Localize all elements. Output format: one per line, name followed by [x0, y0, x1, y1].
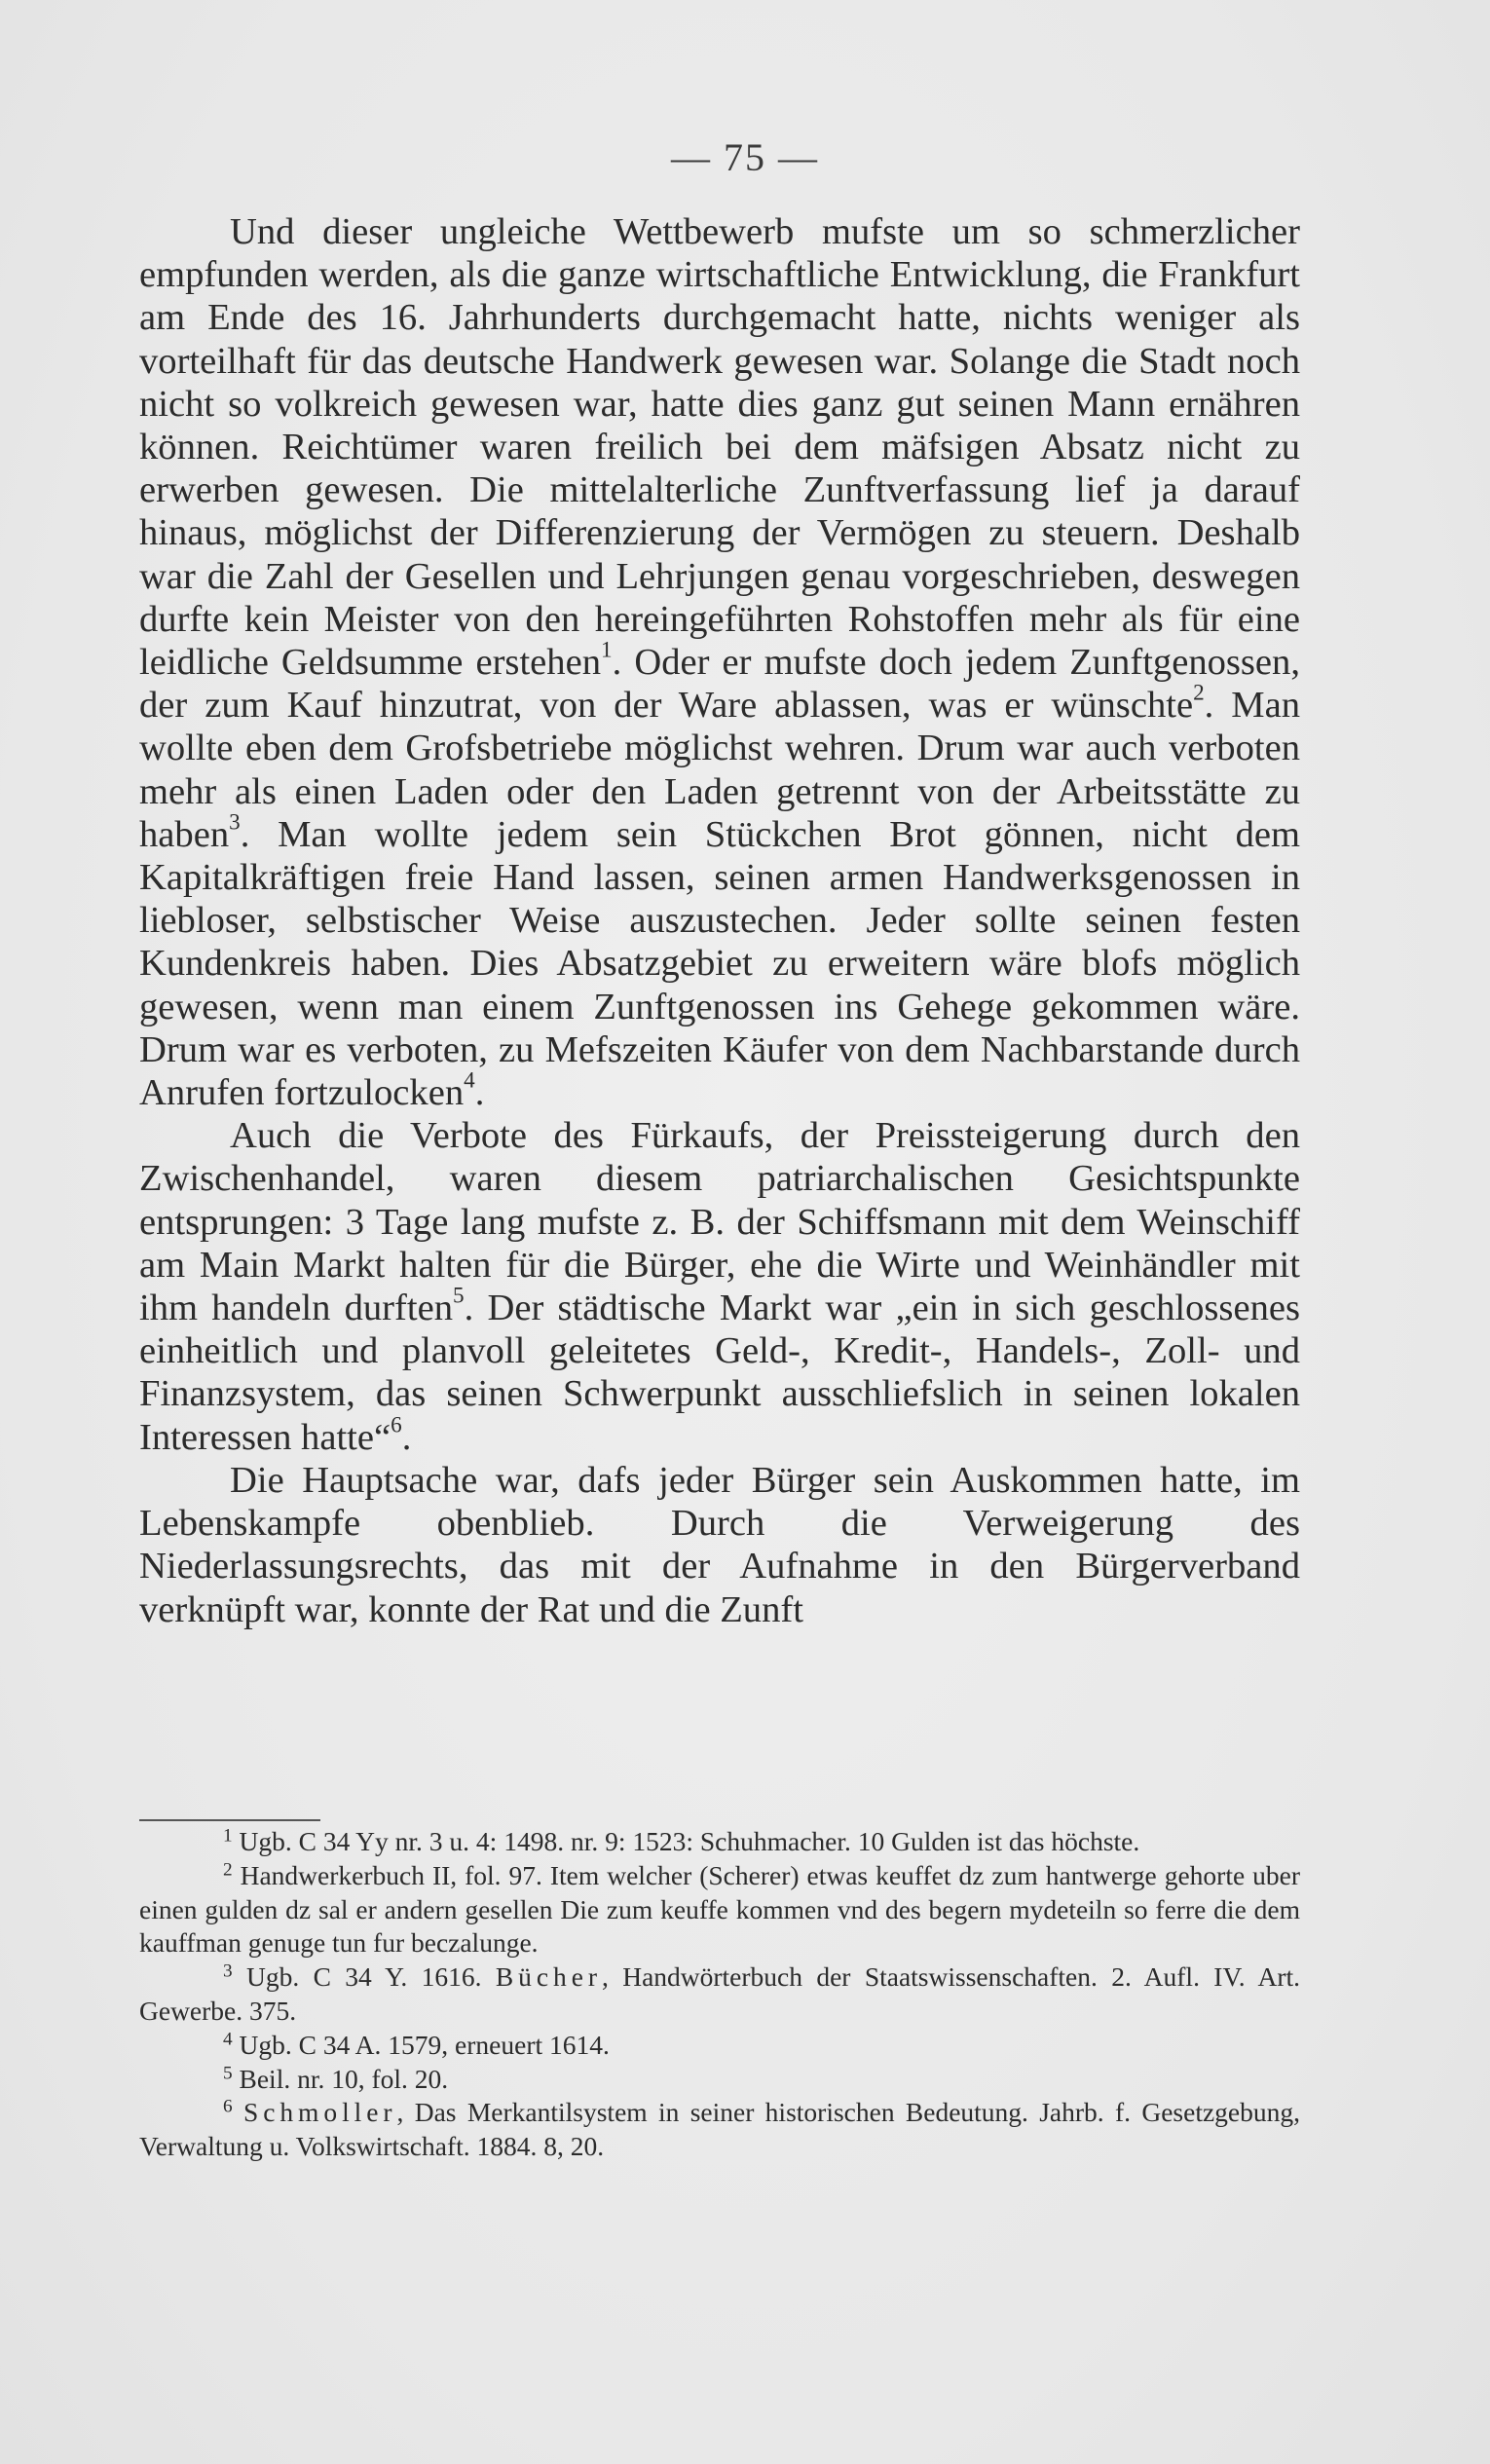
text-run: Und dieser ungleiche Wettbewerb mufste um so schmerzlicher empfunden werden, als die ganze wirtschaftliche Entwicklung, die Frankfurt am Ende des 16. Jahrhunderts durchgemacht hatte, nichts weniger als vorteilhaft für das deutsche Handwerk gewesen war. Solange die Stadt noch nicht so volkreich gewesen war, hatte dies ganz gut seinen Mann ernähren können. Reichtümer waren freilich bei dem mäfsigen Absatz nicht zu erwerben gewesen. Die mittelalterliche Zunftverfassung lief ja darauf hinaus, möglichst der Differenzierung der Vermögen zu steuern. Deshalb war die Zahl der Gesellen und Lehrjungen genau vorgeschrieben, deswegen durfte kein Meister von den hereingeführten Rohstoffen mehr als für eine leidliche Geldsumme erstehen — [139, 211, 1300, 684]
footnote-number: 6 — [223, 2096, 233, 2117]
footnote-number: 4 — [223, 2029, 233, 2050]
footnote — [139, 1825, 1300, 1859]
text-run: . Oder er mufste doch jedem Zunftgenossen, der zum Kauf hinzutrat, von der Ware ablassen, was er wünschte — [139, 642, 1300, 727]
footnote-text: Handwerkerbuch II, fol. 97. Item welcher (Scherer) etwas keuffet dz zum hantwerge gehorte uber einen gulden dz sal er andern gesellen Die zum keuffe kommen vnd des begern mydeteiln so ferre die dem kauffman genuge tun fur beczalunge. — [139, 1859, 1301, 1959]
text-run: Auch die Verbote des Fürkaufs, der Preissteigerung durch den Zwischenhandel, waren diesem patriarchalischen Gesichtspunkte entsprungen: 3 Tage lang mufste z. B. der Schiffsmann mit dem Weinschiff am Main Markt halten für die Bürger, ehe die Wirte und Weinhändler mit ihm handeln durften — [139, 1115, 1300, 1329]
footnote-text: Ugb. C 34 A. 1579, erneuert 1614. — [239, 2029, 610, 2060]
text-run: . Man wollte jedem sein Stückchen Brot gönnen, nicht dem Kapitalkräftigen freie Hand lassen, seinen armen Handwerksgenossen in liebloser, selbstischer Weise auszustechen. Jeder sollte seinen festen Kundenkreis haben. Dies Absatzgebiet zu erweitern wäre blofs möglich gewesen, wenn man einem Zunftgenossen ins Gehege gekommen wäre. Drum war es verboten, zu Mefszeiten Käufer von dem Nachbarstande durch Anrufen fortzulocken — [139, 813, 1300, 1114]
footnotes — [139, 1825, 1300, 2164]
paragraph — [139, 1114, 1300, 1459]
footnote-number: 2 — [223, 1859, 233, 1881]
body-text — [139, 210, 1300, 1631]
footnote-ref: 2 — [1193, 680, 1205, 706]
footnote-ref: 4 — [464, 1067, 475, 1094]
footnote-text: , Das Merkantilsystem in seiner historischen Bedeutung. Jahrb. f. Gesetzgebung, Verwaltung u. Volkswirtschaft. 1884. 8, 20. — [139, 2097, 1300, 2162]
footnote-number: 1 — [223, 1825, 233, 1847]
footnote — [139, 2029, 1300, 2063]
footnote-text: Beil. nr. 10, fol. 20. — [239, 2063, 449, 2094]
footnote-text: , Handwörterbuch der Staatswissenschaften. 2. Aufl. IV. Art. Gewerbe. 375. — [139, 1961, 1301, 2026]
footnote-divider — [139, 1819, 320, 1821]
author-name: Schmoller — [242, 2097, 397, 2128]
text-run: . — [401, 1416, 412, 1458]
paragraph — [139, 210, 1300, 1114]
footnote — [139, 1859, 1300, 1960]
author-name: Bücher — [495, 1961, 602, 1993]
text-run: . Der städtische Markt war „ein in sich geschlossenes einheitlich und planvoll geleitetes Geld-, Kredit-, Handels-, Zoll- und Finanzsystem, das seinen Schwerpunkt ausschliefslich in seinen lokalen Interessen hatte“ — [139, 1288, 1300, 1458]
footnote — [139, 2096, 1300, 2164]
text-run: Die Hauptsache war, dafs jeder Bürger sein Auskommen hatte, im Lebenskampfe obenblieb. Durch die Verweigerung des Niederlassungsrechts, das mit der Aufnahme in den Bürgerverband verknüpft war, konnte der Rat und die Zunft — [139, 1459, 1300, 1630]
footnote — [139, 2063, 1300, 2097]
paragraph — [139, 1459, 1300, 1631]
footnote-ref: 3 — [229, 809, 241, 836]
footnote — [139, 1960, 1300, 2029]
page-number: — 75 — — [671, 135, 819, 179]
footnote-number: 5 — [223, 2062, 233, 2083]
footnote-number: 3 — [223, 1960, 233, 1982]
footnote-text: Ugb. C 34 Y. 1616. — [245, 1961, 496, 1993]
text-run: . — [474, 1072, 485, 1114]
footnote-ref: 6 — [391, 1412, 402, 1438]
footnote-text: Ugb. C 34 Yy nr. 3 u. 4: 1498. nr. 9: 1523: Schuhmacher. 10 Gulden ist das höchste. — [239, 1826, 1140, 1856]
text-run: . Man wollte eben dem Grofsbetriebe möglichst wehren. Drum war auch verboten mehr als einen Laden oder den Laden getrennt von der Arbeitsstätte zu haben — [139, 685, 1300, 855]
footnote-ref: 1 — [601, 637, 613, 663]
footnote-ref: 5 — [453, 1283, 465, 1309]
